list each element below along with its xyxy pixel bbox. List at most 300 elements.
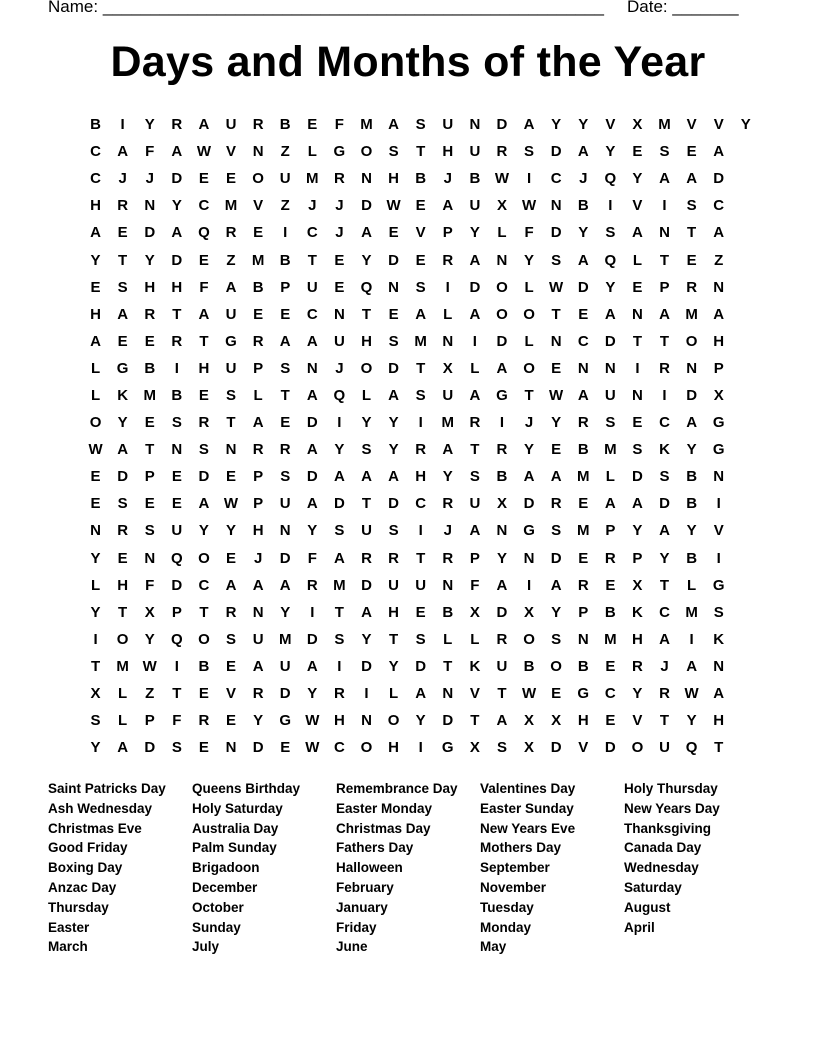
grid-letter: A xyxy=(496,359,508,377)
grid-letter: N xyxy=(550,197,562,215)
grid-letter: Y xyxy=(226,522,237,540)
grid-letter: Y xyxy=(524,251,535,269)
grid-letter: A xyxy=(632,224,643,242)
date-blank-line[interactable]: _______ xyxy=(672,0,739,16)
grid-letter: D xyxy=(550,143,562,161)
grid-letter: N xyxy=(442,332,454,350)
grid-letter: I xyxy=(635,359,640,377)
grid-letter: B xyxy=(171,386,183,404)
grid-row xyxy=(82,517,759,544)
grid-letter: A xyxy=(496,712,508,730)
grid-letter: W xyxy=(142,657,157,675)
word-list xyxy=(48,779,768,957)
grid-letter: X xyxy=(524,603,535,621)
grid-letter: L xyxy=(90,576,101,594)
grid-letter: A xyxy=(713,685,725,703)
grid-letter: D xyxy=(686,386,698,404)
grid-letter: S xyxy=(415,386,426,404)
word-list-item: Thursday xyxy=(48,899,109,915)
grid-letter: A xyxy=(306,441,318,459)
grid-row xyxy=(82,409,759,436)
grid-letter: Y xyxy=(280,603,291,621)
grid-letter: X xyxy=(524,712,535,730)
grid-letter: S xyxy=(686,197,697,215)
grid-letter: L xyxy=(388,685,399,703)
grid-letter: Y xyxy=(632,685,643,703)
grid-letter: B xyxy=(523,657,535,675)
grid-letter: W xyxy=(549,278,564,296)
grid-letter: C xyxy=(659,414,670,432)
word-list-item: September xyxy=(480,860,550,876)
grid-letter: A xyxy=(577,386,589,404)
date-field[interactable] xyxy=(627,0,739,17)
grid-letter: A xyxy=(279,576,291,594)
grid-letter: J xyxy=(443,522,452,540)
grid-letter: R xyxy=(388,549,399,567)
grid-letter: Y xyxy=(361,251,372,269)
grid-letter: G xyxy=(496,386,508,404)
grid-letter: A xyxy=(361,468,372,486)
grid-letter: Y xyxy=(686,712,697,730)
grid-letter: U xyxy=(171,522,183,540)
grid-letter: T xyxy=(443,657,453,675)
grid-letter: T xyxy=(551,305,561,323)
grid-letter: U xyxy=(279,495,291,513)
grid-letter: C xyxy=(659,603,670,621)
word-list-item: Fathers Day xyxy=(336,840,414,856)
grid-letter: U xyxy=(279,657,291,675)
grid-letter: A xyxy=(415,305,427,323)
grid-letter: S xyxy=(280,359,291,377)
grid-letter: Q xyxy=(685,739,698,757)
grid-letter: R xyxy=(361,549,372,567)
grid-letter: F xyxy=(334,116,344,134)
grid-letter: T xyxy=(334,603,344,621)
word-list-item: May xyxy=(480,939,507,955)
grid-letter: C xyxy=(90,143,101,161)
grid-letter: E xyxy=(605,712,616,730)
grid-letter: O xyxy=(387,712,400,730)
grid-letter: H xyxy=(144,278,156,296)
grid-letter: H xyxy=(361,332,372,350)
grid-letter: E xyxy=(551,359,562,377)
grid-letter: H xyxy=(388,170,399,188)
grid-row xyxy=(82,111,759,138)
grid-letter: A xyxy=(713,143,725,161)
grid-letter: T xyxy=(416,549,426,567)
grid-letter: Y xyxy=(632,522,643,540)
grid-letter: E xyxy=(226,468,237,486)
grid-row xyxy=(82,680,759,707)
grid-letter: G xyxy=(523,522,535,540)
grid-letter: P xyxy=(469,549,480,567)
grid-letter: E xyxy=(198,251,209,269)
grid-letter: V xyxy=(686,116,697,134)
grid-letter: Y xyxy=(632,170,643,188)
grid-letter: E xyxy=(90,495,101,513)
grid-letter: N xyxy=(333,305,345,323)
grid-letter: O xyxy=(89,414,102,432)
grid-letter: O xyxy=(685,332,698,350)
grid-letter: A xyxy=(604,495,616,513)
word-list-item: June xyxy=(336,939,368,955)
grid-letter: T xyxy=(416,359,426,377)
grid-letter: U xyxy=(306,278,318,296)
grid-letter: V xyxy=(605,116,616,134)
grid-letter: T xyxy=(388,630,399,648)
grid-letter: T xyxy=(199,332,209,350)
grid-letter: O xyxy=(523,630,535,648)
grid-letter: U xyxy=(442,386,454,404)
grid-letter: N xyxy=(577,359,589,377)
grid-letter: E xyxy=(280,305,291,323)
grid-row xyxy=(82,355,759,382)
grid-letter: F xyxy=(470,576,480,594)
name-field[interactable] xyxy=(48,0,604,17)
grid-letter: J xyxy=(145,170,154,188)
grid-letter: W xyxy=(684,685,699,703)
grid-letter: S xyxy=(117,278,128,296)
grid-letter: S xyxy=(226,630,237,648)
grid-letter: R xyxy=(252,441,264,459)
grid-letter: S xyxy=(524,143,535,161)
grid-letter: H xyxy=(252,522,264,540)
grid-letter: N xyxy=(442,685,454,703)
grid-letter: D xyxy=(333,495,345,513)
grid-letter: R xyxy=(252,332,264,350)
grid-letter: R xyxy=(225,224,237,242)
grid-letter: B xyxy=(577,441,589,459)
grid-letter: I xyxy=(418,739,423,757)
grid-letter: K xyxy=(469,657,481,675)
grid-row xyxy=(82,707,759,734)
grid-row xyxy=(82,246,759,273)
word-list-item: Holy Saturday xyxy=(192,800,283,816)
grid-letter: E xyxy=(415,603,426,621)
word-list-item: Holy Thursday xyxy=(624,781,718,796)
grid-letter: S xyxy=(117,495,128,513)
grid-letter: I xyxy=(283,224,288,242)
grid-letter: Y xyxy=(578,116,589,134)
grid-letter: D xyxy=(144,739,156,757)
grid-letter: Y xyxy=(605,143,616,161)
grid-letter: R xyxy=(171,116,183,134)
word-list-item: Halloween xyxy=(336,860,403,876)
grid-letter: H xyxy=(632,630,643,648)
grid-row xyxy=(82,328,759,355)
grid-letter: A xyxy=(90,224,101,242)
grid-letter: P xyxy=(713,359,724,377)
grid-letter: L xyxy=(90,359,101,377)
word-list-item: August xyxy=(624,899,671,915)
grid-letter: X xyxy=(713,386,724,404)
word-list-item xyxy=(624,937,768,957)
grid-letter: S xyxy=(388,143,399,161)
grid-letter: U xyxy=(442,116,454,134)
word-list-item: Christmas Day xyxy=(336,820,431,836)
grid-letter: A xyxy=(577,251,589,269)
grid-letter: D xyxy=(550,739,562,757)
grid-row xyxy=(82,734,759,761)
grid-letter: T xyxy=(280,386,290,404)
grid-letter: I xyxy=(526,576,532,594)
grid-letter: E xyxy=(632,143,643,161)
grid-letter: F xyxy=(307,549,317,567)
grid-letter: D xyxy=(306,414,318,432)
grid-letter: A xyxy=(171,224,183,242)
grid-letter: M xyxy=(278,630,292,648)
grid-letter: V xyxy=(226,143,237,161)
page-title: Days and Months of the Year xyxy=(110,38,706,86)
grid-letter: P xyxy=(605,522,616,540)
grid-letter: N xyxy=(550,332,562,350)
grid-letter: A xyxy=(659,305,670,323)
grid-letter: H xyxy=(333,712,345,730)
grid-letter: B xyxy=(279,116,291,134)
grid-letter: M xyxy=(306,170,319,188)
grid-letter: S xyxy=(415,116,426,134)
grid-letter: D xyxy=(171,170,183,188)
grid-letter: A xyxy=(361,603,372,621)
grid-letter: L xyxy=(118,712,128,730)
grid-letter: D xyxy=(713,170,725,188)
grid-letter: V xyxy=(713,116,724,134)
grid-letter: N xyxy=(279,522,291,540)
word-list-item: July xyxy=(192,939,220,955)
grid-letter: V xyxy=(253,197,264,215)
grid-letter: C xyxy=(713,197,725,215)
grid-letter: E xyxy=(144,495,155,513)
grid-letter: X xyxy=(632,116,643,134)
word-list-item: Palm Sunday xyxy=(192,840,277,856)
grid-letter: X xyxy=(90,685,101,703)
grid-letter: K xyxy=(632,603,643,621)
grid-letter: H xyxy=(415,468,427,486)
grid-letter: C xyxy=(604,685,616,703)
grid-letter: D xyxy=(361,197,372,215)
grid-letter: R xyxy=(577,414,589,432)
grid-letter: S xyxy=(388,522,399,540)
grid-letter: H xyxy=(117,576,129,594)
grid-letter: B xyxy=(577,657,589,675)
grid-letter: E xyxy=(226,549,237,567)
grid-letter: S xyxy=(551,522,562,540)
grid-letter: X xyxy=(632,576,643,594)
grid-letter: O xyxy=(523,305,535,323)
grid-letter: S xyxy=(90,712,101,730)
grid-letter: N xyxy=(713,278,725,296)
grid-letter: Y xyxy=(605,278,616,296)
grid-letter: A xyxy=(469,522,481,540)
grid-letter: S xyxy=(659,143,670,161)
grid-letter: I xyxy=(337,657,342,675)
grid-letter: S xyxy=(171,739,182,757)
grid-letter: C xyxy=(550,170,562,188)
grid-letter: H xyxy=(713,332,725,350)
grid-letter: A xyxy=(550,468,562,486)
grid-letter: N xyxy=(225,739,237,757)
grid-letter: E xyxy=(551,441,562,459)
grid-letter: I xyxy=(418,522,423,540)
grid-letter: W xyxy=(88,441,103,459)
name-blank-line[interactable]: _____________________________________________________ xyxy=(102,0,604,16)
grid-letter: R xyxy=(415,441,427,459)
grid-letter: N xyxy=(713,657,725,675)
grid-letter: D xyxy=(632,468,643,486)
grid-letter: A xyxy=(225,278,237,296)
grid-letter: A xyxy=(713,305,725,323)
grid-letter: J xyxy=(335,359,344,377)
word-list-item: Ash Wednesday xyxy=(48,800,153,816)
grid-letter: L xyxy=(470,359,480,377)
grid-letter: D xyxy=(604,739,616,757)
grid-letter: F xyxy=(172,712,182,730)
grid-letter: M xyxy=(224,197,238,215)
grid-letter: G xyxy=(279,712,292,730)
grid-letter: R xyxy=(659,359,670,377)
grid-letter: E xyxy=(198,685,209,703)
grid-letter: U xyxy=(225,359,237,377)
grid-letter: R xyxy=(252,685,264,703)
word-list-item: November xyxy=(480,879,547,895)
grid-letter: R xyxy=(171,332,183,350)
grid-letter: M xyxy=(116,657,129,675)
name-label: Name: xyxy=(48,0,99,16)
grid-letter: Y xyxy=(307,522,318,540)
grid-letter: N xyxy=(496,522,508,540)
grid-letter: Y xyxy=(578,224,589,242)
grid-letter: C xyxy=(90,170,101,188)
grid-letter: E xyxy=(334,251,345,269)
grid-letter: L xyxy=(361,386,372,404)
grid-letter: I xyxy=(120,116,125,134)
grid-letter: E xyxy=(578,495,589,513)
grid-letter: Y xyxy=(253,712,264,730)
grid-letter: Z xyxy=(280,197,290,215)
grid-letter: M xyxy=(414,332,427,350)
grid-letter: Q xyxy=(170,549,183,567)
grid-letter: E xyxy=(686,251,697,269)
grid-letter: U xyxy=(225,305,237,323)
grid-letter: A xyxy=(117,305,129,323)
grid-letter: K xyxy=(117,386,129,404)
grid-letter: R xyxy=(577,576,589,594)
grid-letter: W xyxy=(386,197,401,215)
grid-letter: N xyxy=(713,468,725,486)
grid-row xyxy=(82,274,759,301)
grid-letter: V xyxy=(632,712,643,730)
word-list-item: Valentines Day xyxy=(480,781,576,796)
grid-letter: D xyxy=(523,495,535,513)
grid-letter: V xyxy=(713,522,724,540)
grid-letter: O xyxy=(360,359,373,377)
grid-letter: W xyxy=(305,739,320,757)
grid-letter: D xyxy=(117,468,129,486)
grid-letter: O xyxy=(496,278,508,296)
grid-letter: O xyxy=(631,739,644,757)
grid-letter: E xyxy=(280,414,291,432)
grid-letter: A xyxy=(252,657,264,675)
word-list-item: Easter Monday xyxy=(336,800,433,816)
grid-letter: P xyxy=(442,224,453,242)
grid-letter: E xyxy=(686,143,697,161)
grid-letter: T xyxy=(659,576,670,594)
grid-letter: C xyxy=(415,495,427,513)
grid-letter: X xyxy=(469,603,480,621)
grid-letter: T xyxy=(172,305,182,323)
grid-letter: E xyxy=(198,170,209,188)
grid-letter: T xyxy=(416,143,426,161)
grid-letter: E xyxy=(334,278,345,296)
grid-letter: H xyxy=(198,359,210,377)
grid-letter: N xyxy=(306,359,318,377)
grid-letter: R xyxy=(442,495,454,513)
word-list-item: Easter xyxy=(48,919,90,935)
grid-letter: E xyxy=(632,414,643,432)
grid-letter: N xyxy=(469,116,481,134)
grid-letter: Y xyxy=(415,712,426,730)
grid-letter: Y xyxy=(740,116,751,134)
grid-letter: T xyxy=(226,414,236,432)
word-list-item: Monday xyxy=(480,919,532,935)
grid-letter: Y xyxy=(144,116,155,134)
grid-letter: U xyxy=(279,170,291,188)
grid-letter: W xyxy=(549,386,564,404)
grid-letter: Y xyxy=(361,414,372,432)
grid-letter: S xyxy=(551,251,562,269)
grid-letter: X xyxy=(496,197,507,215)
grid-letter: E xyxy=(171,495,182,513)
grid-letter: O xyxy=(252,170,264,188)
grid-letter: E xyxy=(388,224,399,242)
grid-letter: U xyxy=(604,386,616,404)
grid-letter: Y xyxy=(334,441,345,459)
grid-letter: A xyxy=(577,143,589,161)
grid-letter: Y xyxy=(198,522,209,540)
grid-letter: P xyxy=(280,278,291,296)
grid-letter: D xyxy=(279,685,291,703)
grid-letter: E xyxy=(198,386,209,404)
grid-letter: V xyxy=(469,685,480,703)
grid-letter: E xyxy=(226,712,237,730)
grid-letter: G xyxy=(712,414,725,432)
grid-letter: B xyxy=(90,116,101,134)
grid-letter: T xyxy=(659,251,670,269)
grid-letter: N xyxy=(171,441,183,459)
grid-letter: T xyxy=(470,441,480,459)
grid-letter: D xyxy=(279,549,291,567)
grid-letter: M xyxy=(360,116,373,134)
grid-row xyxy=(82,463,759,490)
grid-letter: I xyxy=(93,630,98,648)
grid-letter: S xyxy=(388,332,399,350)
grid-letter: Y xyxy=(551,603,562,621)
grid-letter: H xyxy=(713,712,725,730)
grid-letter: Q xyxy=(333,386,346,404)
grid-letter: Y xyxy=(90,549,101,567)
grid-letter: E xyxy=(144,332,155,350)
grid-letter: W xyxy=(196,143,211,161)
grid-letter: Y xyxy=(144,251,155,269)
grid-letter: R xyxy=(198,414,210,432)
grid-letter: H xyxy=(442,143,454,161)
grid-letter: L xyxy=(687,576,697,594)
grid-letter: T xyxy=(90,657,101,675)
grid-letter: N xyxy=(659,224,670,242)
grid-letter: U xyxy=(469,495,481,513)
grid-letter: T xyxy=(199,603,209,621)
grid-letter: V xyxy=(632,197,643,215)
